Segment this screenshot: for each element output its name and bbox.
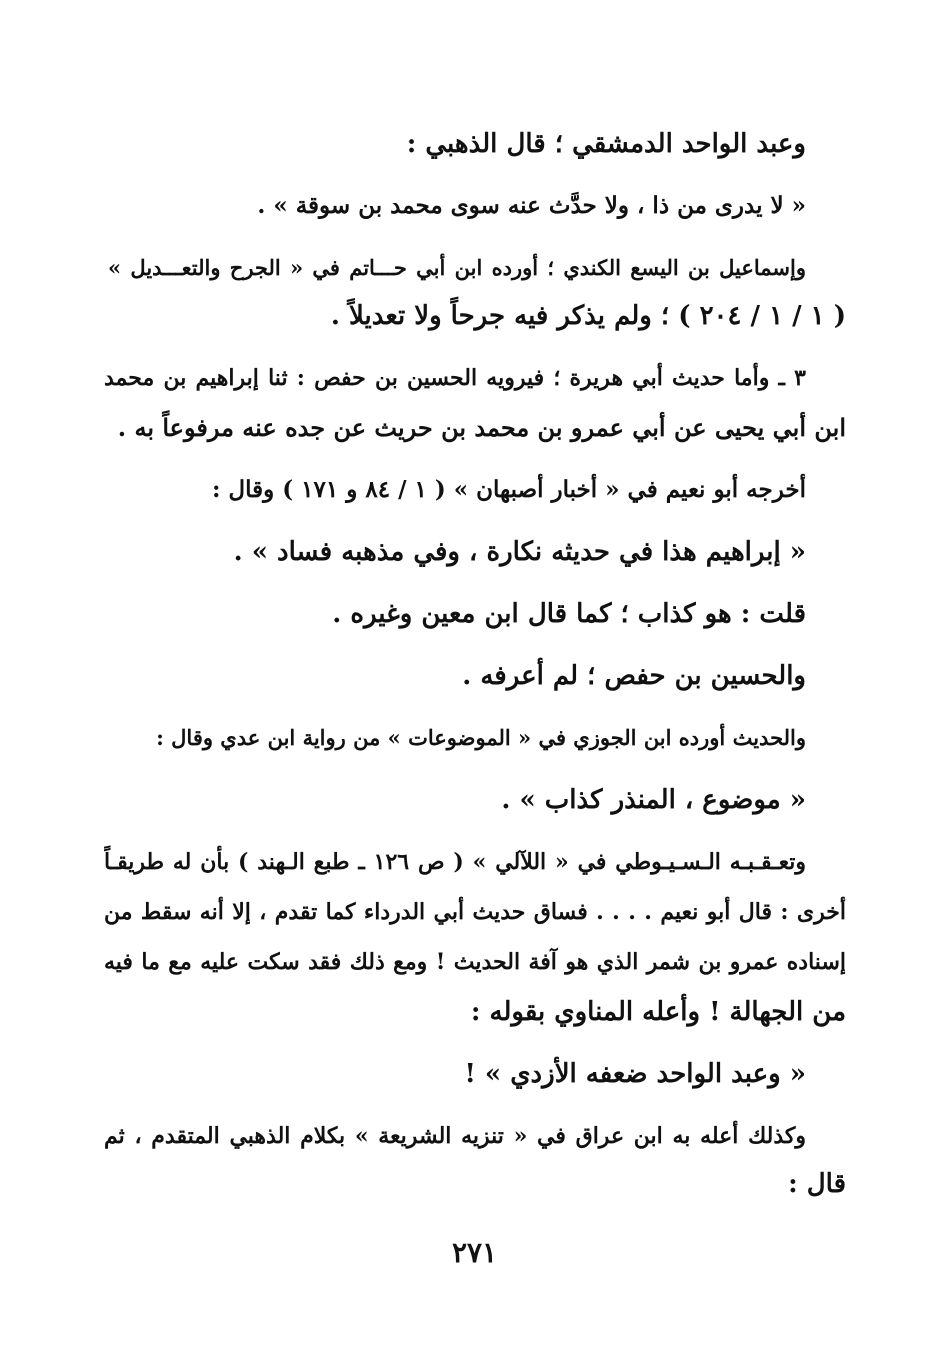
text-line: وعبد الواحد الدمشقي ؛ قال الذهبي : [406, 129, 806, 159]
text-line: ( ١ / ١ / ٢٠٤ ) ؛ ولم يذكر فيه جرحاً ولا تعديلاً . [330, 301, 846, 331]
text-line: قلت : هو كذاب ؛ كما قال ابن معين وغيره . [332, 599, 806, 629]
text-line: إسناده عمرو بن شمر الذي هو آفة الحديث ! ومع ذلك فقد سكت عليه مع ما فيه [104, 949, 846, 975]
text-line: من الجهالة ! وأعله المناوي بقوله : [470, 997, 846, 1027]
text-line: « لا يدرى من ذا ، ولا حدَّث عنه سوى محمد بن سوقة » . [257, 192, 806, 219]
text-line: « موضوع ، المنذر كذاب » . [501, 785, 806, 815]
text-line: ٣ ـ وأما حديث أبي هريرة ؛ فيرويه الحسين بن حفص : ثنا إبراهيم بن محمد [104, 365, 806, 391]
text-line: قال : [788, 1169, 846, 1199]
text-line: « وعبد الواحد ضعفه الأزدي » ! [464, 1059, 806, 1089]
text-line: وكذلك أعله به ابن عراق في « تنزيه الشريعة » بكلام الذهبي المتقدم ، ثم [104, 1123, 806, 1149]
text-line: أخرى : قال أبو نعيم . . . . فساق حديث أبي الدرداء كما تقدم ، إلا أنه سقط من [104, 899, 846, 925]
text-line: والحديث أورده ابن الجوزي في « الموضوعات » من رواية ابن عدي وقال : [156, 725, 806, 750]
text-line: وتعـقـبـه الـسـيـوطي في « اللآلي » ( ص ١٢٦ ـ طبع الـهند ) بأن له طريقـاً [104, 849, 806, 875]
text-line: ابن أبي يحيى عن أبي عمرو بن محمد بن حريث عن جده عنه مرفوعاً به . [117, 413, 846, 442]
page-number: ٢٧١ [451, 1236, 498, 1269]
text-line: والحسين بن حفص ؛ لم أعرفه . [462, 661, 806, 691]
text-line: « إبراهيم هذا في حديثه نكارة ، وفي مذهبه فساد » . [233, 537, 806, 567]
text-line: وإسماعيل بن اليسع الكندي ؛ أورده ابن أبي حـــاتم في « الجرح والتعـــديل » [108, 255, 806, 280]
text-line: أخرجه أبو نعيم في « أخبار أصبهان » ( ١ / ٨٤ و ١٧١ ) وقال : [211, 476, 806, 503]
